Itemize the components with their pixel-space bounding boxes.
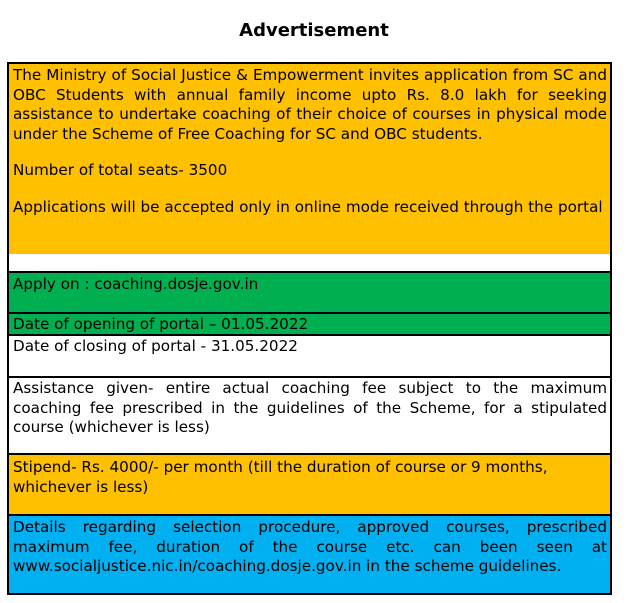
intro-text: The Ministry of Social Justice & Empowerment invites application from SC and OBC Students with annual family income upto Rs. 8.0 lakh for seeking assistance to undertake coaching of their choice of courses in physical mode under the Scheme of Free Coaching for SC and OBC students. [13,66,607,143]
spacer-row [7,254,612,271]
stipend-text: Stipend- Rs. 4000/- per month (till the duration of course or 9 months, whichever is less) [13,458,548,496]
advertisement-title: Advertisement [239,20,389,41]
details-row [7,514,612,595]
total-seats-text: Number of total seats- 3500 [13,161,228,180]
closing-date-row [7,336,612,376]
apply-on-row [7,271,612,314]
intro-section [7,62,612,254]
apply-on-text[interactable]: Apply on : coaching.dosje.gov.in [13,275,259,293]
details-text: Details regarding selection procedure, approved courses, prescribed maximum fee, duration of the course etc. can been seen at www.socialjustice.nic.in/coaching.dosje.gov.in in the scheme guidelines. [13,518,607,576]
online-mode-text: Applications will be accepted only in online mode received through the portal [13,197,603,216]
stipend-row [7,453,612,514]
closing-date-text: Date of closing of portal - 31.05.2022 [13,337,298,355]
opening-date-row [7,314,612,336]
assistance-row [7,376,612,453]
opening-date-text: Date of opening of portal – 01.05.2022 [13,315,309,333]
assistance-text: Assistance given- entire actual coaching fee subject to the maximum coaching fee prescribed in the guidelines of the Scheme, for a stipulated course (whichever is less) [13,379,607,437]
